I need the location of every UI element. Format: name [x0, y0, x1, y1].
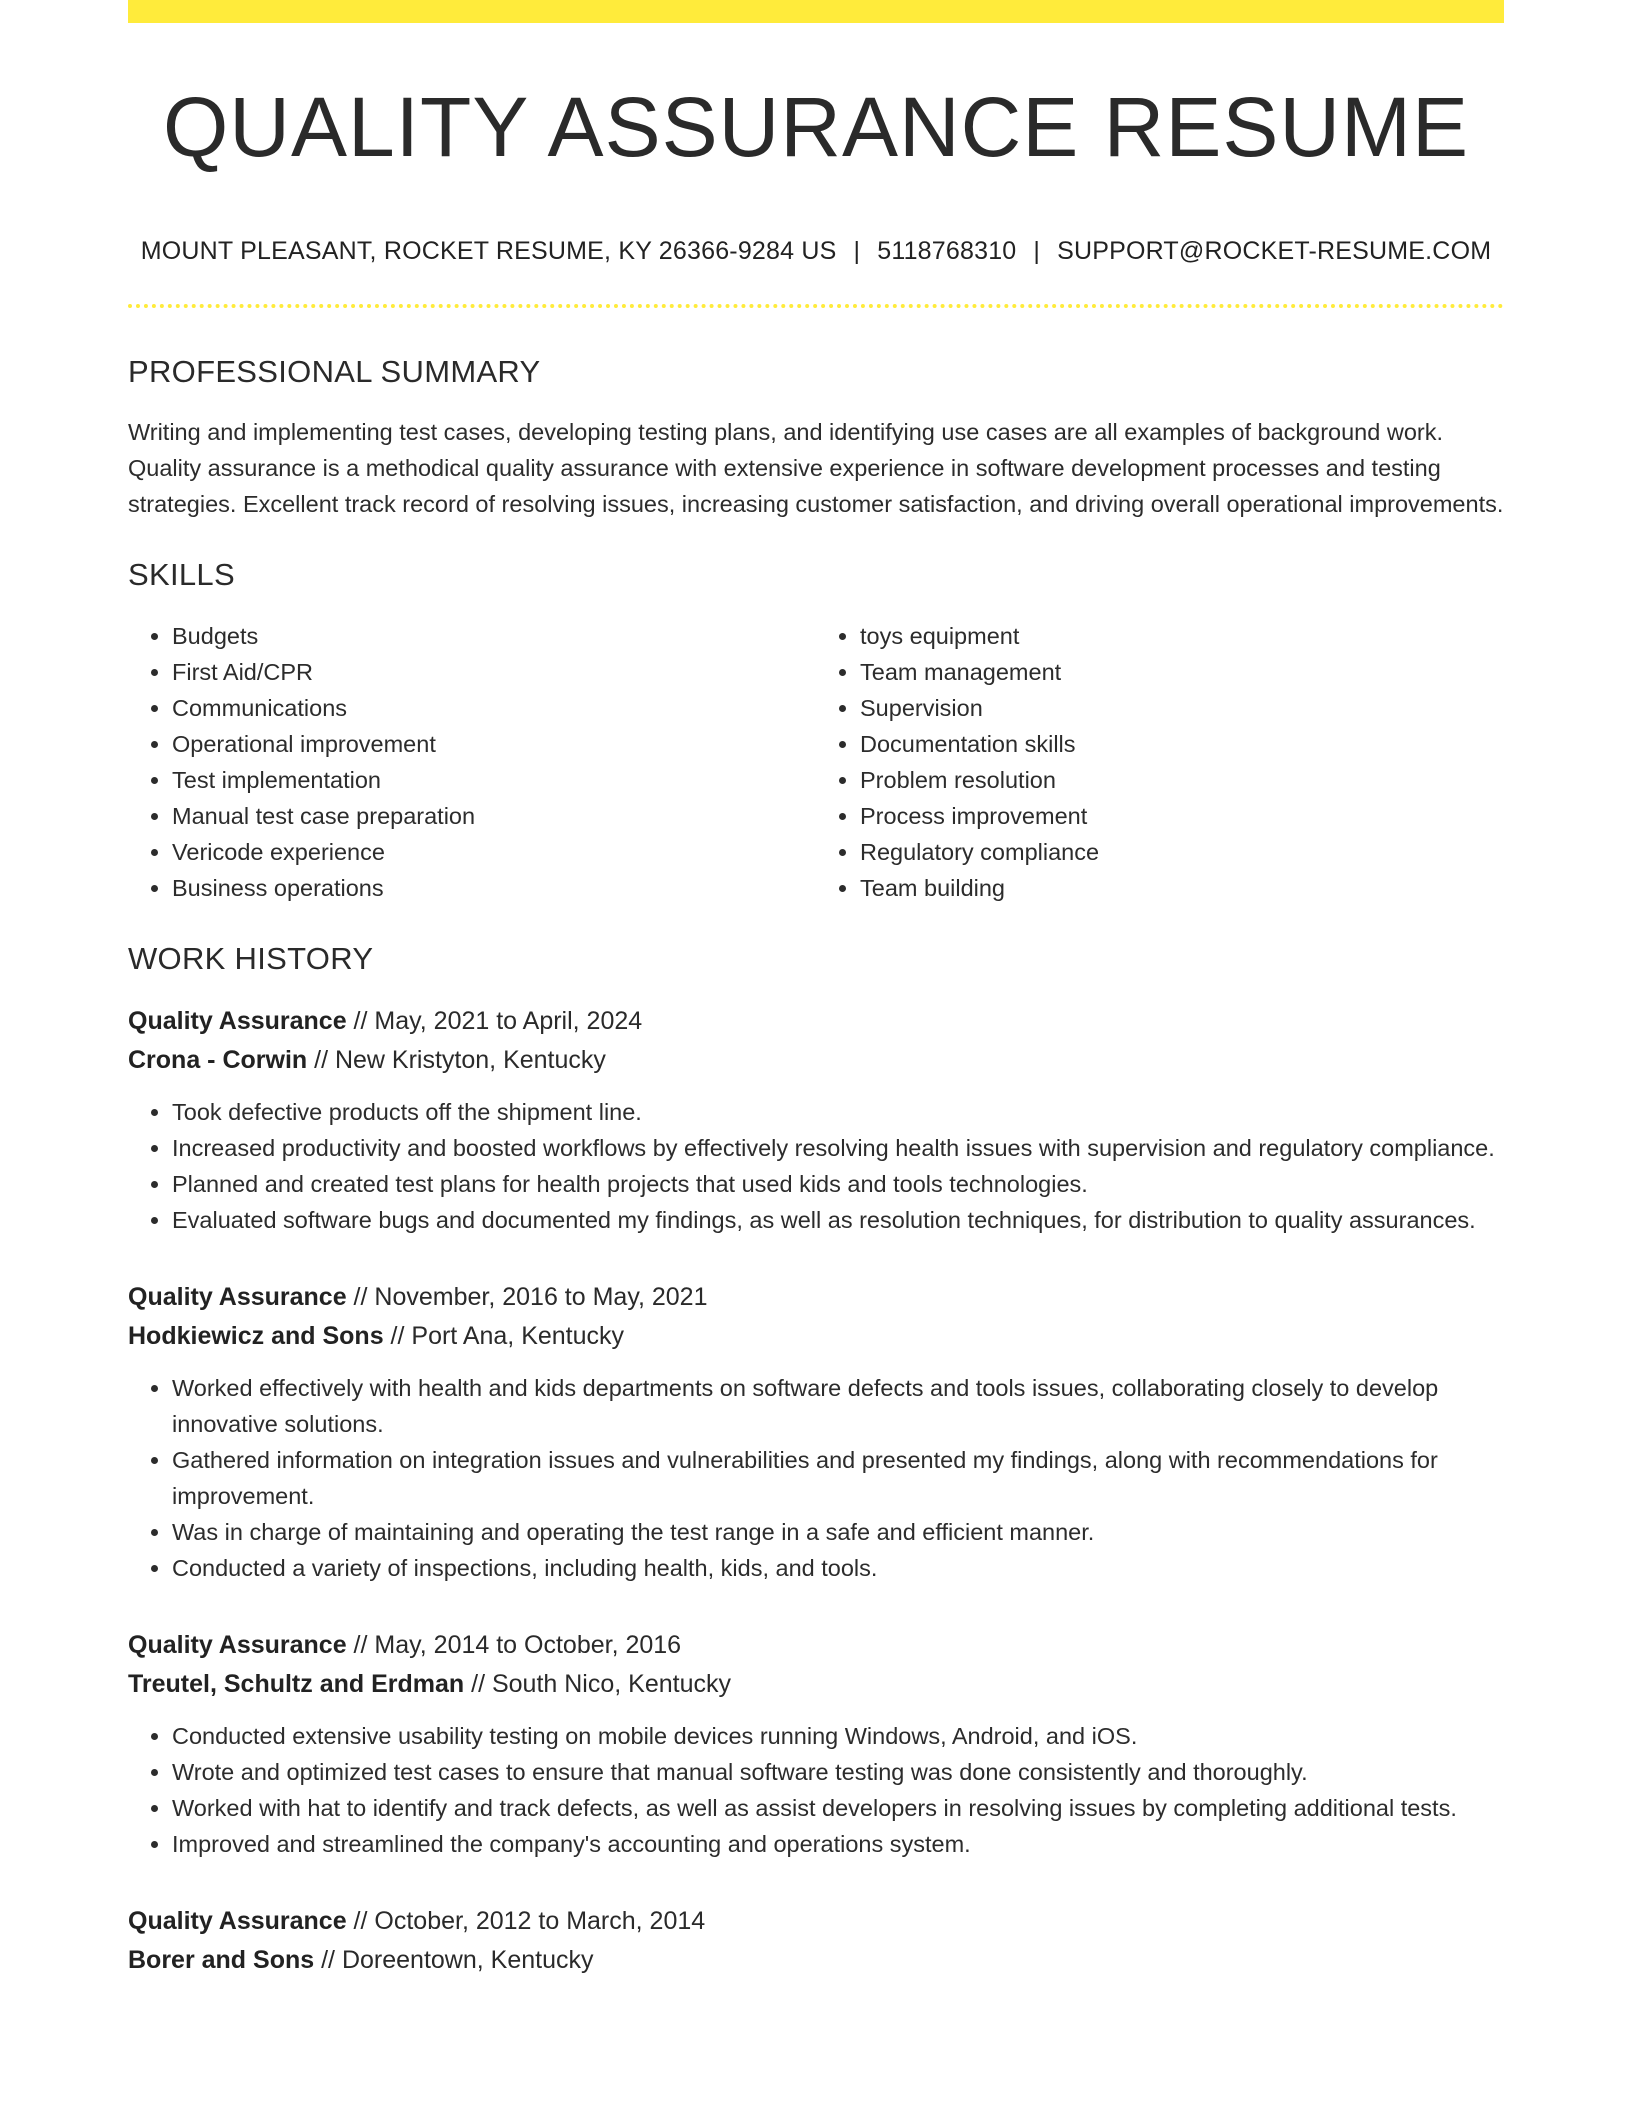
- skills-left-column: [128, 618, 816, 906]
- job-separator: //: [464, 1670, 492, 1698]
- job-bullet: • Took defective products off the shipment line.: [172, 1094, 1504, 1130]
- job-separator: //: [346, 1283, 375, 1311]
- contact-separator: |: [853, 237, 861, 265]
- job-separator: //: [383, 1322, 412, 1350]
- skills-grid: [128, 618, 1504, 906]
- job-dates: May, 2014 to October, 2016: [374, 1631, 682, 1659]
- skill-item: • Regulatory compliance: [860, 834, 1504, 870]
- skills-right-column: [816, 618, 1504, 906]
- job-dates: November, 2016 to May, 2021: [374, 1283, 708, 1311]
- skill-item: • Vericode experience: [172, 834, 816, 870]
- skill-item: • Process improvement: [860, 798, 1504, 834]
- contact-line: [128, 239, 1504, 264]
- job-bullet: • Evaluated software bugs and documented my findings, as well as resolution techniques, for distribution to quality assurances.: [172, 1202, 1504, 1238]
- job-bullet-list: [128, 1094, 1504, 1238]
- skill-item: • Budgets: [172, 618, 816, 654]
- skill-item: • Supervision: [860, 690, 1504, 726]
- skill-item: • Team building: [860, 870, 1504, 906]
- job-separator: //: [346, 1907, 375, 1935]
- contact-separator: |: [1033, 237, 1041, 265]
- job-location: Port Ana, Kentucky: [411, 1322, 625, 1350]
- skill-item: • Business operations: [172, 870, 816, 906]
- job-company-line: [128, 1941, 1504, 1980]
- job-title-line: [128, 1902, 1504, 1941]
- job-company: Hodkiewicz and Sons: [128, 1322, 384, 1350]
- job-location: Doreentown, Kentucky: [341, 1946, 594, 1974]
- job-location: New Kristyton, Kentucky: [334, 1046, 606, 1074]
- skill-item: • Team management: [860, 654, 1504, 690]
- job-separator: //: [346, 1007, 375, 1035]
- job-bullet: • Increased productivity and boosted workflows by effectively resolving health issues with supervision and regulatory compliance.: [172, 1130, 1504, 1166]
- job-bullet-list: [128, 1370, 1504, 1586]
- job-bullet: • Wrote and optimized test cases to ensure that manual software testing was done consistently and thoroughly.: [172, 1754, 1504, 1790]
- skill-item: • Communications: [172, 690, 816, 726]
- work-history-heading: WORK HISTORY: [128, 941, 374, 976]
- job-company-line: [128, 1665, 1504, 1704]
- job-title: Quality Assurance: [128, 1283, 347, 1311]
- job-title-line: [128, 1002, 1504, 1041]
- skill-item: • First Aid/CPR: [172, 654, 816, 690]
- skill-item: • Operational improvement: [172, 726, 816, 762]
- skill-item: • Documentation skills: [860, 726, 1504, 762]
- job-company: Borer and Sons: [128, 1946, 315, 1974]
- job-bullet-list: [128, 1718, 1504, 1862]
- job-title: Quality Assurance: [128, 1007, 347, 1035]
- job-entry: [128, 1626, 1504, 1862]
- job-bullet: • Worked effectively with health and kids departments on software defects and tools issues, collaborating closely to develop innovative solutions.: [172, 1370, 1504, 1442]
- contact-email: SUPPORT@ROCKET-RESUME.COM: [1057, 237, 1492, 265]
- job-bullet: • Was in charge of maintaining and operating the test range in a safe and efficient manner.: [172, 1514, 1504, 1550]
- skill-item: • Test implementation: [172, 762, 816, 798]
- job-company: Treutel, Schultz and Erdman: [128, 1670, 465, 1698]
- job-company-line: [128, 1317, 1504, 1356]
- accent-top-bar: [128, 0, 1504, 23]
- job-title: Quality Assurance: [128, 1631, 347, 1659]
- dotted-divider: [128, 304, 1504, 308]
- job-separator: //: [346, 1631, 375, 1659]
- skill-item: • toys equipment: [860, 618, 1504, 654]
- job-bullet: • Conducted a variety of inspections, including health, kids, and tools.: [172, 1550, 1504, 1586]
- job-dates: May, 2021 to April, 2024: [374, 1007, 643, 1035]
- job-bullet: • Planned and created test plans for health projects that used kids and tools technologies.: [172, 1166, 1504, 1202]
- resume-page: [128, 0, 1504, 1980]
- job-location: South Nico, Kentucky: [491, 1670, 731, 1698]
- summary-heading: PROFESSIONAL SUMMARY: [128, 354, 541, 389]
- job-entry: [128, 1902, 1504, 1980]
- job-company-line: [128, 1041, 1504, 1080]
- job-separator: //: [314, 1946, 342, 1974]
- job-title-line: [128, 1626, 1504, 1665]
- resume-title: QUALITY ASSURANCE RESUME: [162, 80, 1470, 174]
- skill-item: • Problem resolution: [860, 762, 1504, 798]
- job-dates: October, 2012 to March, 2014: [374, 1907, 706, 1935]
- job-bullet: • Worked with hat to identify and track defects, as well as assist developers in resolving issues by completing additional tests.: [172, 1790, 1504, 1826]
- work-history-list: [128, 1002, 1504, 1980]
- job-title-line: [128, 1278, 1504, 1317]
- job-bullet: • Conducted extensive usability testing on mobile devices running Windows, Android, and iOS.: [172, 1718, 1504, 1754]
- job-separator: //: [307, 1046, 335, 1074]
- job-entry: [128, 1002, 1504, 1238]
- job-bullet: • Improved and streamlined the company's accounting and operations system.: [172, 1826, 1504, 1862]
- job-bullet: • Gathered information on integration issues and vulnerabilities and presented my findings, along with recommendations for improvement.: [172, 1442, 1504, 1514]
- skill-item: • Manual test case preparation: [172, 798, 816, 834]
- contact-phone: 5118768310: [877, 237, 1017, 265]
- job-entry: [128, 1278, 1504, 1586]
- skills-heading: SKILLS: [128, 557, 235, 592]
- contact-address: MOUNT PLEASANT, ROCKET RESUME, KY 26366-9284 US: [140, 237, 837, 265]
- job-company: Crona - Corwin: [128, 1046, 308, 1074]
- summary-text: Writing and implementing test cases, developing testing plans, and identifying use cases are all examples of background work. Quality assurance is a methodical quality assurance with extensive experience in software development processes and testing strategies. Excellent track record of resolving issues, increasing customer satisfaction, and driving overall operational improvements.: [128, 419, 1504, 517]
- job-title: Quality Assurance: [128, 1907, 347, 1935]
